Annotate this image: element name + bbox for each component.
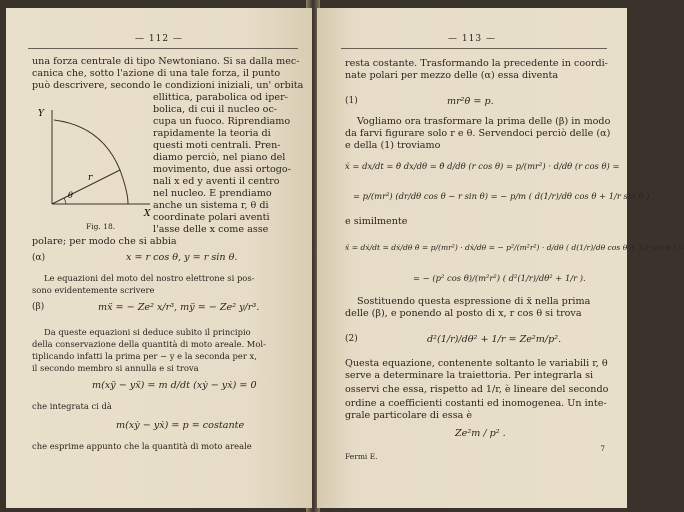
text-line: Le equazioni del moto del nostro elettrone si pos- (44, 273, 255, 283)
page-number-header: — 113 — (448, 34, 496, 44)
text-line: osservi che essa, rispetto ad 1/r, è lineare del secondo (345, 384, 609, 395)
radius-line (52, 170, 120, 204)
equation-number: (α) (32, 253, 46, 263)
text-line: nate polari per mezzo delle (α) essa diventa (345, 70, 559, 81)
theta-angle-arc (64, 198, 66, 204)
text-line: il secondo membro si annulla e si trova (32, 363, 199, 373)
figure-polar-coordinates (32, 100, 152, 220)
text-line: Da queste equazioni si deduce subito il principio (44, 327, 251, 337)
text-line: resta costante. Trasformando la precedente in coordi- (345, 58, 608, 69)
header-rule (341, 48, 607, 49)
text-line: Vogliamo ora trasformare la prima delle (β) in modo (357, 116, 611, 127)
r-label: r (88, 173, 93, 183)
text-line: ellittica, parabolica od iper- (153, 92, 288, 103)
text-line: l'asse delle x come asse (153, 224, 269, 235)
signature-mark: 7 (600, 444, 605, 453)
text-line: canica che, sotto l'azione di una tale forza, il punto (32, 68, 281, 79)
text-line: che esprime appunto che la quantità di moto areale (32, 441, 252, 451)
text-line: nali x ed y aventi il centro (153, 176, 280, 187)
text-line: delle (β), e ponendo al posto di x, r cos θ si trova (345, 308, 582, 319)
equation-2: d²(1/r)/dθ² + 1/r = Ze²m/p². (427, 334, 562, 345)
text-line: e similmente (345, 216, 408, 227)
text-line: rapidamente la teoria di (153, 128, 271, 139)
equation-xddot-result: = − (p² cos θ)/(m²r²) ( d²(1/r)/dθ² + 1/r ). (413, 273, 586, 283)
equation-1: mr²θ̇ = p. (447, 96, 494, 107)
figure-caption: Fig. 18. (86, 222, 116, 231)
text-line: da farvi figurare solo r e θ. Servendoci perciò delle (α) (345, 128, 611, 139)
orbit-arc (54, 120, 128, 204)
text-line: della conservazione della quantità di moto areale. Mol- (32, 339, 266, 349)
page-number-header: — 112 — (135, 34, 183, 44)
equation-number: (1) (345, 96, 358, 106)
text-line: diamo perciò, nel piano del (153, 152, 286, 163)
equation-number: (2) (345, 334, 358, 344)
text-line: cupa un fuoco. Riprendiamo (153, 116, 291, 127)
text-line: Sostituendo questa espressione di ẍ nella prima (357, 296, 591, 307)
equation-alpha: x = r cos θ, y = r sin θ. (126, 252, 238, 263)
text-line: movimento, due assi ortogo- (153, 164, 291, 175)
equation-particular-integral: Ze²m / p² . (455, 428, 506, 439)
text-line: e della (1) troviamo (345, 140, 441, 151)
header-rule (28, 48, 298, 49)
text-line: nel nucleo. E prendiamo (153, 188, 272, 199)
text-line: ordine a coefficienti costanti ed inomogenea. Un inte- (345, 398, 607, 409)
left-page (6, 8, 312, 508)
text-line: una forza centrale di tipo Newtoniano. Si sa dalla mec- (32, 56, 300, 67)
text-line: Questa equazione, contenente soltanto le variabili r, θ (345, 358, 608, 369)
equation-areal: m(xÿ − yẍ) = m d/dt (xẏ − yẋ) = 0 (92, 380, 257, 391)
right-page (317, 8, 684, 508)
text-line: sono evidentemente scrivere (32, 285, 155, 295)
equation-constant: m(xẏ − yẋ) = p = costante (116, 420, 245, 431)
text-line: serve a determinare la traiettoria. Per integrarla si (345, 370, 594, 381)
text-line: anche un sistema r, θ di (153, 200, 269, 211)
equation-xdot: ẋ = dx/dt = θ̇ dx/dθ = θ̇ d/dθ (r cos θ) = p/(mr²) · d/dθ (r cos θ) = (345, 161, 620, 171)
text-line: bolica, di cui il nucleo oc- (153, 104, 278, 115)
theta-label: θ (68, 191, 73, 200)
equation-beta: mẍ = − Ze² x/r³, mÿ = − Ze² y/r³. (98, 302, 260, 313)
text-line: coordinate polari aventi (153, 212, 270, 223)
axis-x-label: X (144, 209, 151, 219)
footer-signature: Fermi E. (345, 452, 378, 461)
equation-xddot: ẍ = dẋ/dt = dẋ/dθ θ̇ = p/(mr²) · dẋ/dθ = − p²/(m²r²) · d/dθ ( d(1/r)/dθ cos θ + 1/r sin θ ) = (345, 243, 684, 252)
text-line: grale particolare di essa è (345, 410, 473, 421)
text-line: può descrivere, secondo le condizioni iniziali, un' orbita (32, 80, 304, 91)
axis-y-label: Y (38, 109, 44, 119)
text-line: che integrata ci dà (32, 401, 112, 411)
text-line: questi moti centrali. Pren- (153, 140, 281, 151)
equation-xdot-polar: = p/(mr²) (dr/dθ cos θ − r sin θ) = − p/m ( d(1/r)/dθ cos θ + 1/r sin θ ) (353, 191, 650, 201)
equation-number: (β) (32, 302, 45, 312)
text-line: tiplicando infatti la prima per − y e la seconda per x, (32, 351, 257, 361)
text-line: polare; per modo che si abbia (32, 236, 177, 247)
